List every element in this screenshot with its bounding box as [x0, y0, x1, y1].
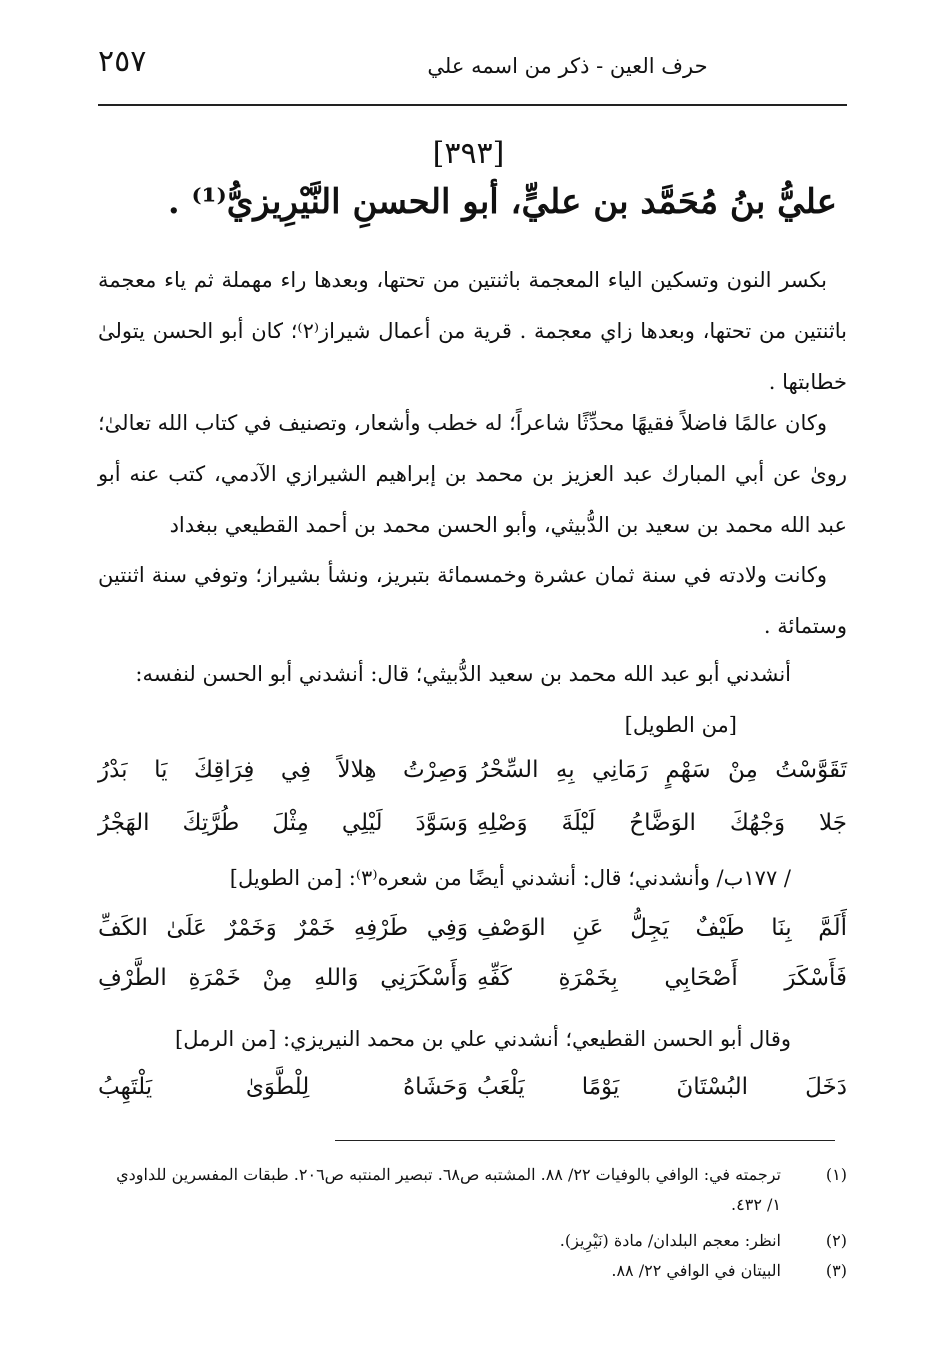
verse-row — [98, 915, 847, 963]
paragraph-text: وكانت ولادته في سنة ثمان عشرة وخمسمائة بتبريز، ونشأ بشيراز؛ وتوفي سنة اثنتين وستمائة . — [98, 563, 847, 638]
verse-second-hemistich: وَسَوَّدَ لَيْلِي مِثْلَ طُرَّتِكَ الهَجْرُ — [98, 810, 468, 836]
paragraph-text: وكان عالمًا فاضلاً فقيهًا محدِّثًا شاعراً؛ له خطب وأشعار، وتصنيف في كتاب الله تعالىٰ؛ روىٰ عن أبي المبارك عبد العزيز بن محمد بن إبراهيم الشيرازي الآدمي، كتب عنه أبو عبد الله محمد بن سعيد بن الدُّبيثي، وأبو الحسن محمد بن أحمد القطيعي ببغداد — [98, 411, 847, 537]
footnote-text: البيتان في الوافي ٢٢/ ٨٨. — [611, 1261, 781, 1280]
verse-first-hemistich: تَقَوَّسْتُ مِنْ سَهْمٍ رَمَانِي بِهِ السِّحْرُ — [477, 757, 847, 783]
verse-row — [98, 965, 847, 1013]
footnote-2 — [98, 1226, 847, 1256]
footnote-divider — [335, 1140, 835, 1141]
verse-first-hemistich: جَلا وَجْهُكَ الوَضَّاحُ لَيْلَةَ وَصْلِهِ — [477, 810, 847, 836]
entry-number: [٣٩٣] — [432, 136, 505, 171]
verse-first-hemistich: فَأَسْكَرَ أَصْحَابِي بِخَمْرَةِ كَفِّهِ — [477, 965, 847, 991]
paragraph-1 — [98, 255, 847, 408]
poem1-intro: أنشدني أبو عبد الله محمد بن سعيد الدُّبيثي؛ قال: أنشدني أبو الحسن لنفسه: — [135, 662, 791, 686]
entry-heading: عليُّ بنُ مُحَمَّد بن عليٍّ، أبو الحسنِ النَّيْرِيزيُّ⁽¹⁾ . — [167, 182, 837, 222]
verse-row — [98, 1074, 847, 1122]
poem2-intro: / ١٧٧ب/ وأنشدني؛ قال: أنشدني أيضًا من شعره⁽٣⁾: [من الطويل] — [229, 866, 791, 890]
footnote-1 — [98, 1160, 847, 1220]
verse-second-hemistich: وَأَسْكَرَنِي وَاللهِ مِنْ خَمْرَةِ الطَّرْفِ — [98, 965, 468, 991]
paragraph-text: بكسر النون وتسكين الياء المعجمة باثنتين من تحتها، وبعدها راء مهملة ثم ياء معجمة باثنتين من تحتها، وبعدها زاي معجمة . قرية من أعمال شيراز⁽٢⁾؛ كان أبو الحسن يتولىٰ خطابتها . — [98, 268, 847, 394]
verse-row — [98, 810, 847, 858]
verse-row — [98, 757, 847, 805]
footnote-number: (١) — [825, 1165, 847, 1184]
poem3-intro: وقال أبو الحسن القطيعي؛ أنشدني علي بن محمد النيريزي: [من الرمل] — [175, 1027, 791, 1051]
running-title: حرف العين - ذكر من اسمه علي — [427, 54, 708, 78]
footnote-number: (٢) — [825, 1231, 847, 1250]
page-number: ٢٥٧ — [98, 44, 147, 79]
verse-first-hemistich: دَخَلَ البُسْتَانَ يَوْمًا يَلْعَبُ — [477, 1074, 847, 1100]
footnote-3 — [98, 1256, 847, 1286]
footnote-text: ترجمته في: الوافي بالوفيات ٢٢/ ٨٨. المشتبه ص٦٨. تبصير المنتبه ص٢٠٦. طبقات المفسرين للداودي ١/ ٤٣٢. — [116, 1165, 781, 1214]
verse-first-hemistich: أَلَمَّ بِنَا طَيْفٌ يَجِلُّ عَنِ الوَصْفِ — [477, 915, 847, 941]
verse-second-hemistich: وَفِي طَرْفِهِ خَمْرٌ وَخَمْرٌ عَلَىٰ الكَفِّ — [98, 915, 468, 941]
page-header — [98, 34, 847, 104]
verse-second-hemistich: وَصِرْتُ هِلالاً فِي فِرَاقِكَ يَا بَدْرُ — [98, 757, 468, 783]
paragraph-2 — [98, 398, 847, 551]
footnote-number: (٣) — [825, 1261, 847, 1280]
paragraph-3 — [98, 550, 847, 652]
footnote-text: انظر: معجم البلدان/ مادة (نَيْرِيز). — [559, 1231, 781, 1250]
poem1-meter: [من الطويل] — [624, 713, 737, 737]
header-divider — [98, 104, 847, 106]
verse-second-hemistich: وَحَشَاهُ لِلْطَّوَىٰ يَلْتَهِبُ — [98, 1074, 468, 1100]
